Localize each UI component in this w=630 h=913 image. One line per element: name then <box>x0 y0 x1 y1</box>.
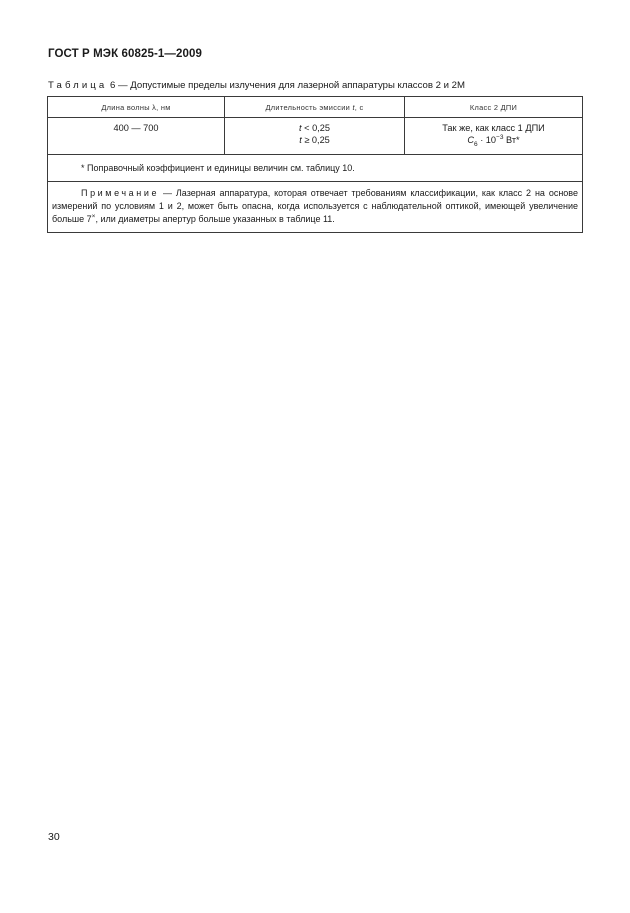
header-duration-var: t <box>352 102 355 112</box>
table-caption <box>48 80 465 91</box>
duration-var-1: t <box>299 123 302 133</box>
page-number: 30 <box>48 831 60 843</box>
emission-limits-table <box>47 96 583 233</box>
duration-line-1 <box>225 122 404 134</box>
cell-class-limit <box>405 118 583 155</box>
duration-var-2: t <box>299 135 302 145</box>
header-class-limit: Класс 2 ДПИ <box>405 97 583 118</box>
header-duration-suffix: , с <box>354 102 364 112</box>
document-standard-code: ГОСТ Р МЭК 60825-1—2009 <box>48 48 202 60</box>
limit-line-1: Так же, как класс 1 ДПИ <box>442 123 545 133</box>
note-magnification-sup: × <box>91 213 96 220</box>
limit-multiplier: · 10 <box>477 135 497 145</box>
note-text-end: , или диаметры апертур больше указанных в таблице 11. <box>95 214 335 224</box>
header-emission-duration <box>225 97 405 118</box>
limit-coefficient-sub: 6 <box>474 140 478 148</box>
table-footnote: * Поправочный коэффициент и единицы величин см. таблицу 10. <box>48 155 583 182</box>
table-footnote-row <box>48 155 583 182</box>
limit-coefficient-var: C <box>467 135 475 145</box>
note-text: — Лазерная аппаратура, которая отвечает требованиям классификации, как класс 2 на основе измерений по условиям 1 и 2, может быть опасна, когда используется с наблюдательной оптикой, имеющей увеличение больше 7 <box>52 188 578 224</box>
table-row <box>48 118 583 155</box>
cell-wavelength: 400 — 700 <box>48 118 225 155</box>
limit-exponent: −3 <box>496 133 504 141</box>
cell-duration <box>225 118 405 155</box>
duration-line-2 <box>225 134 404 146</box>
duration-condition-2: ≥ 0,25 <box>301 135 330 145</box>
table-note <box>48 182 583 233</box>
table-note-row <box>48 182 583 233</box>
table-caption-text: 6 — Допустимые пределы излучения для лазерной аппаратуры классов 2 и 2М <box>107 80 465 91</box>
duration-condition-1: < 0,25 <box>301 123 330 133</box>
note-label: Примечание <box>81 188 160 198</box>
table-caption-label: Таблица <box>48 80 108 91</box>
limit-unit: Вт* <box>503 135 520 145</box>
header-wavelength: Длина волны λ, нм <box>48 97 225 118</box>
header-duration-prefix: Длительность эмиссии <box>265 102 353 112</box>
table-header-row <box>48 97 583 118</box>
limit-line-2 <box>405 134 582 146</box>
